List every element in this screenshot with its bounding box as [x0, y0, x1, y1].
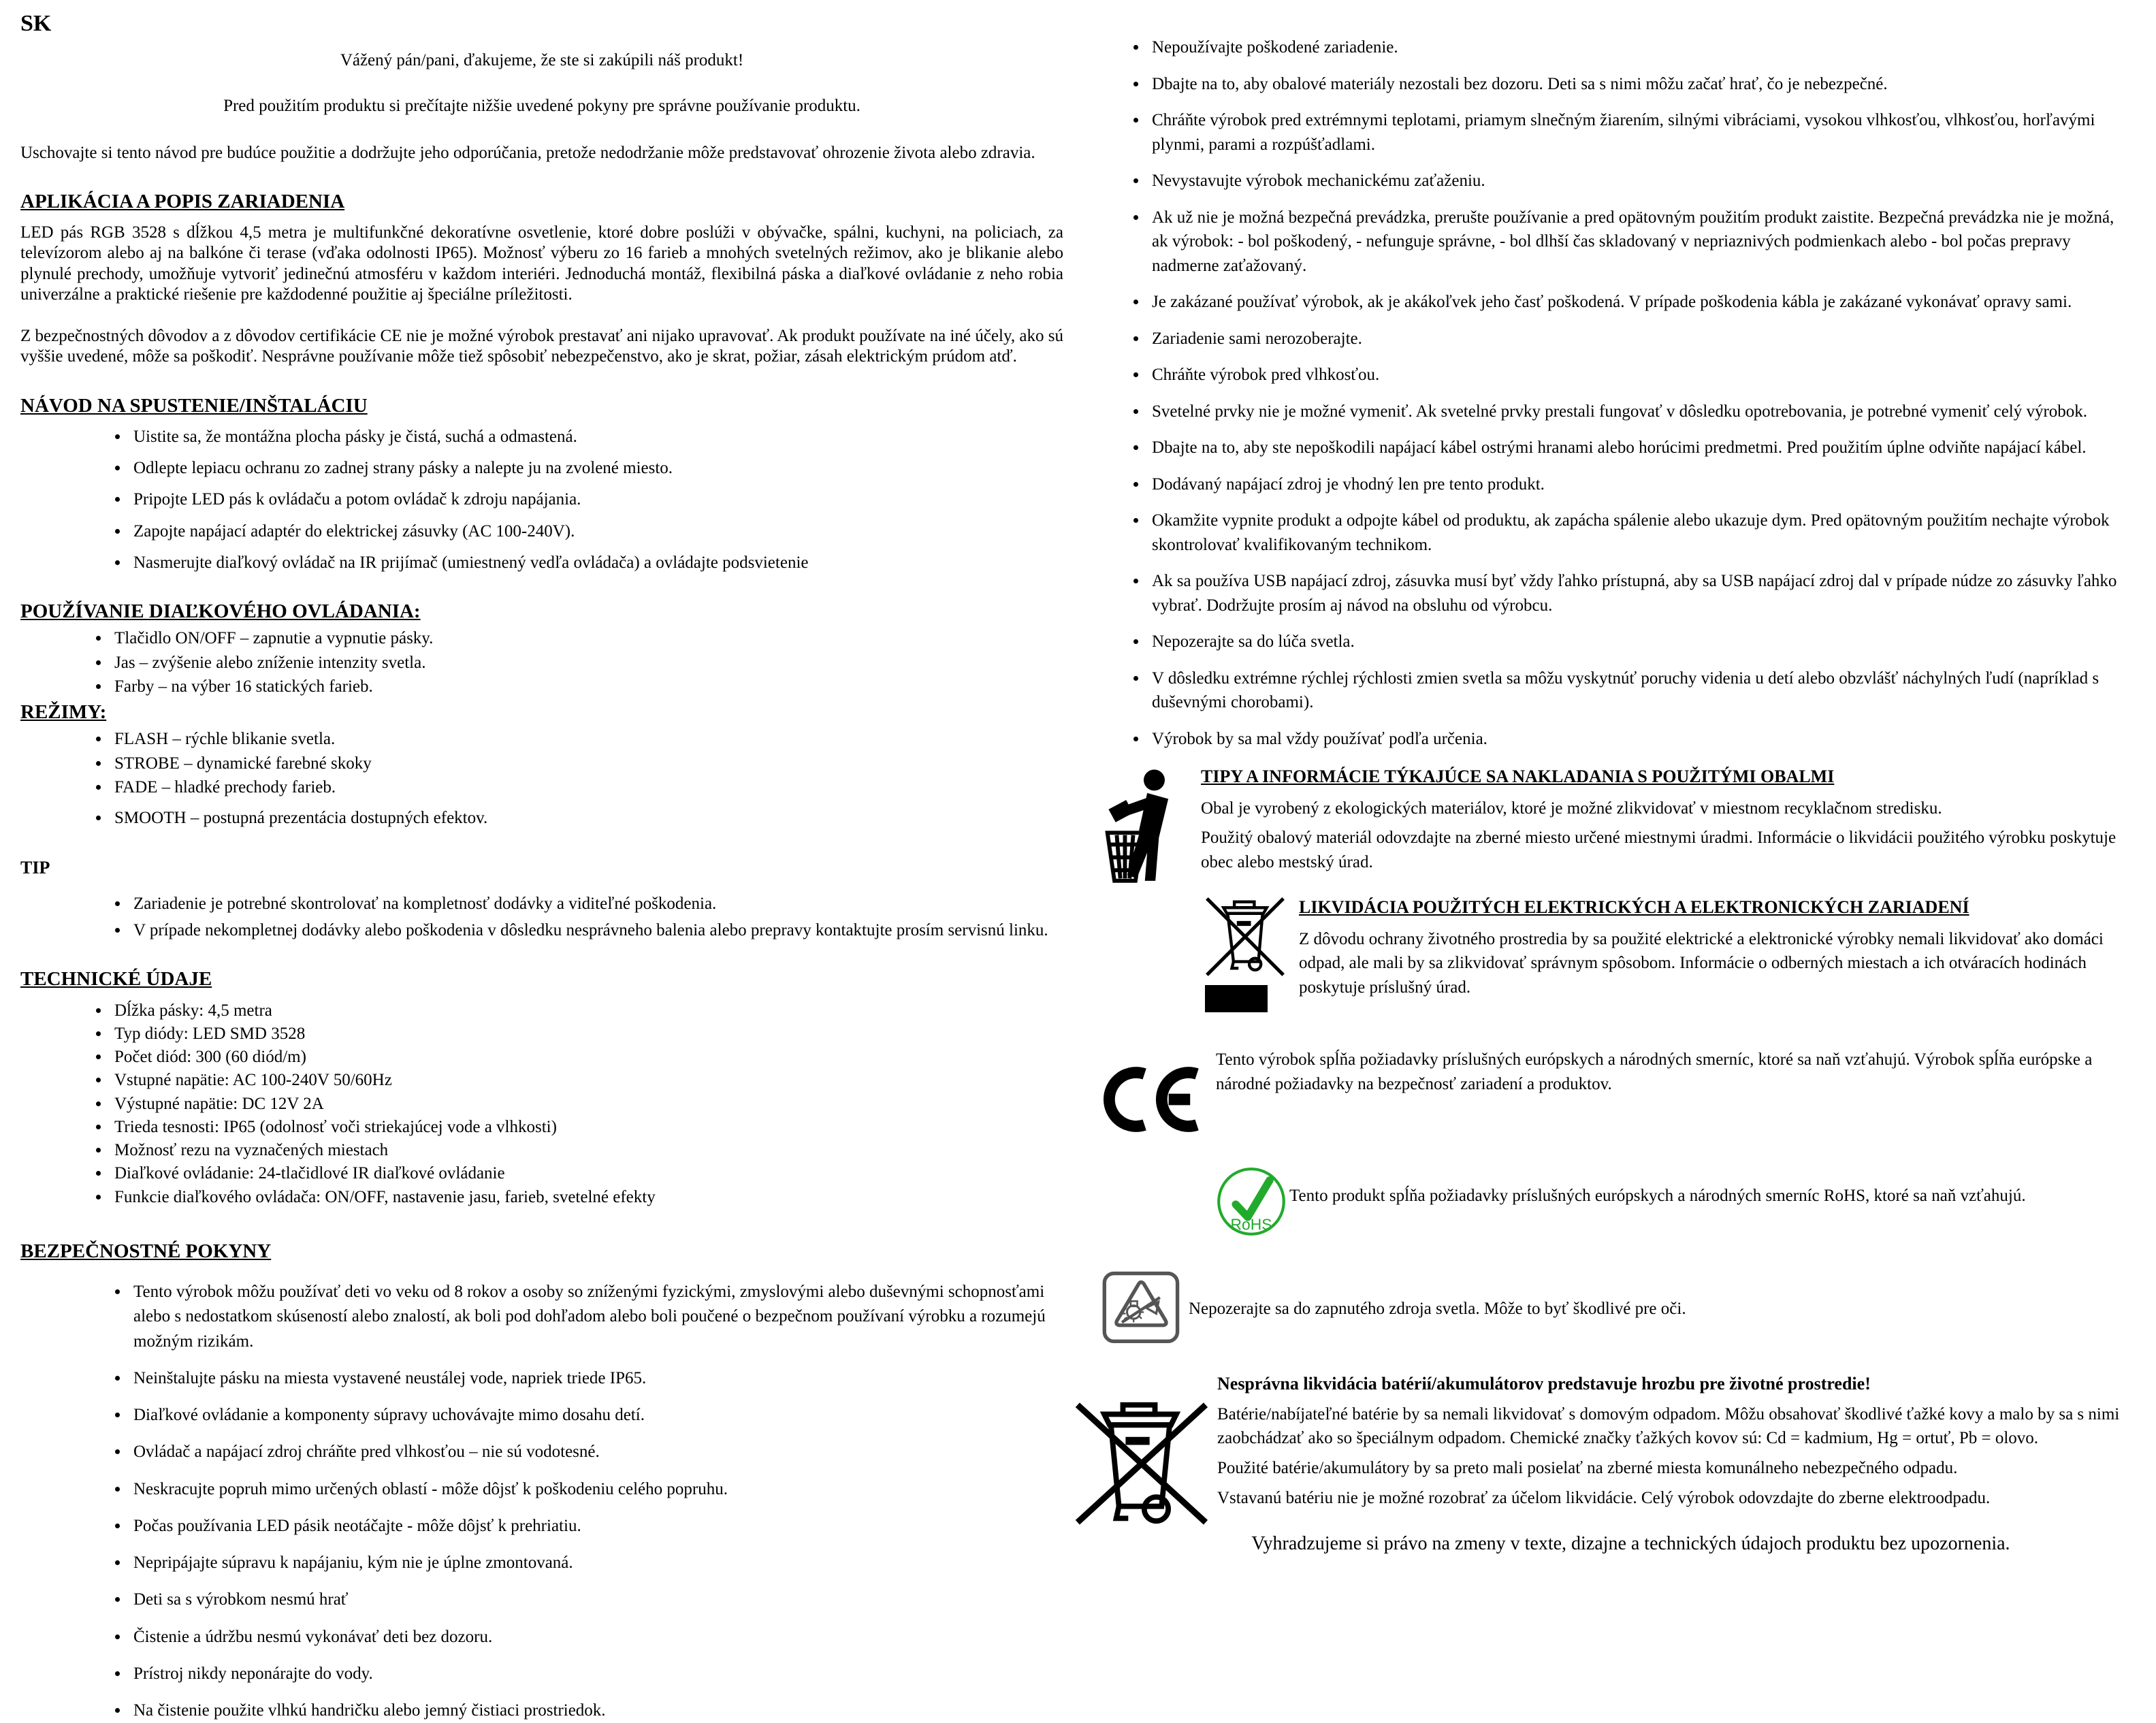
- list-item: • Zariadenie je potrebné skontrolovať na kompletnosť dodávky a viditeľné poškodenia.: [129, 893, 1063, 914]
- ce-mark-icon: [1101, 1064, 1202, 1135]
- list-item: • STROBE – dynamické farebné skoky: [110, 753, 1063, 774]
- application-para1: LED pás RGB 3528 s dĺžkou 4,5 metra je multifunkčné dekoratívne osvetlenie, ktoré dobre poslúži v obývačke, spálni, kuchyni, na policiach, za televízorom alebo aj na balkóne či terase (vďaka odolnosti IP65). Možnosť výberu zo 16 farieb a mnohých svetelných režimov, ako je blikanie alebo plynulé prechody, umožňuje vytvoriť jedinečnú atmosféru v každom interiéri. Jednoduchá montáž, flexibilná páska a diaľkové ovládanie z neho robia univerzálne a praktické riešenie pre každodenné použitie aj špeciálne príležitosti.: [20, 223, 1063, 304]
- tech-list: [20, 1000, 1063, 1208]
- list-item: • Neinštalujte pásku na miesta vystavené neustálej vode, napriek triede IP65.: [129, 1366, 1063, 1391]
- list-item: • Diaľkové ovládanie: 24-tlačidlové IR diaľkové ovládanie: [110, 1163, 1063, 1184]
- light-warning-text: Nepozerajte sa do zapnutého zdroja svetla. Môže to byť škodlivé pre oči.: [1189, 1300, 1686, 1318]
- list-item: • Dbajte na to, aby obalové materiály nezostali bez dozoru. Deti sa s nimi môžu začať hrať, čo je nebezpečné.: [1148, 72, 2133, 97]
- list-item: • Na čistenie použite vlhkú handričku alebo jemný čistiaci prostriedok.: [129, 1698, 1063, 1723]
- intro-read: Pred použitím produktu si prečítajte nižšie uvedené pokyny pre správne používanie produktu.: [223, 96, 860, 115]
- list-item: • Zapojte napájací adaptér do elektrickej zásuvky (AC 100-240V).: [129, 521, 1063, 542]
- battery-paragraphs: [1217, 1402, 2133, 1516]
- list-item: • Nasmerujte diaľkový ovládač na IR prijímač (umiestnený vedľa ovládača) a ovládajte podsvietenie: [129, 552, 1063, 573]
- packaging-paragraphs: [1201, 796, 2133, 875]
- language-code: SK: [20, 11, 52, 36]
- list-item: • Nepripájajte súpravu k napájaniu, kým nie je úplne zmontovaná.: [129, 1551, 1063, 1575]
- list-item: • Výstupné napätie: DC 12V 2A: [110, 1093, 1063, 1114]
- list-item: • FADE – hladké prechody farieb.: [110, 777, 1063, 798]
- list-item: • V prípade nekompletnej dodávky alebo poškodenia v dôsledku nesprávneho balenia alebo prepravy kontaktujte prosím servisnú linku.: [129, 920, 1063, 941]
- list-item: • Dĺžka pásky: 4,5 metra: [110, 1000, 1063, 1021]
- list-item: • Trieda tesnosti: IP65 (odolnosť voči striekajúcej vode a vlhkosti): [110, 1116, 1063, 1138]
- list-item: • Deti sa s výrobkom nesmú hrať: [129, 1588, 1063, 1612]
- list-item: • Neskracujte popruh mimo určených oblastí - môže dôjsť k poškodeniu celého popruhu.: [129, 1477, 1063, 1502]
- list-item: Použité batérie/akumulátory by sa preto mali posielať na zberné miesta komunálneho nebezpečného odpadu.: [1217, 1458, 1958, 1477]
- list-item: • Počas používania LED pásik neotáčajte - môže dôjsť k prehriatiu.: [129, 1514, 1063, 1539]
- list-item: Batérie/nabíjateľné batérie by sa nemali likvidovať s domovým odpadom. Môžu obsahovať škodlivé ťažké kovy a malo by sa s nimi zaobchádzať ako so špeciálnym odpadom. Chemické značky ťažkých kovov sú: Cd = kadmium, Hg = ortuť, Pb = olovo.: [1217, 1404, 2120, 1447]
- list-item: • Čistenie a údržbu nesmú vykonávať deti bez dozoru.: [129, 1625, 1063, 1649]
- list-item: • Chráňte výrobok pred vlhkosťou.: [1148, 363, 2133, 387]
- list-item: • Prístroj nikdy neponárajte do vody.: [129, 1662, 1063, 1686]
- list-item: • Ovládač a napájací zdroj chráňte pred vlhkosťou – nie sú vodotesné.: [129, 1440, 1063, 1464]
- list-item: • Farby – na výber 16 statických farieb.: [110, 676, 1063, 697]
- list-item: • Dbajte na to, aby ste nepoškodili napájací kábel ostrými hranami alebo horúcimi predmetmi. Pred použitím úplne odviňte napájací kábel.: [1148, 436, 2133, 460]
- weee-section: [1101, 895, 2133, 1012]
- list-item: • Okamžite vypnite produkt a odpojte kábel od produktu, ak zapácha spálenie alebo ukazuje dym. Pred opätovným použitím nechajte výrobok skontrolovať kvalifikovaným technikom.: [1148, 509, 2133, 557]
- rohs-section: [1101, 1165, 2133, 1238]
- list-item: • Tlačidlo ON/OFF – zapnutie a vypnutie pásky.: [110, 628, 1063, 649]
- change-rights-note: Vyhradzujeme si právo na zmeny v texte, dizajne a technických údajoch produktu bez upozornenia.: [1251, 1532, 2010, 1554]
- list-item: • FLASH – rýchle blikanie svetla.: [110, 728, 1063, 750]
- rohs-icon: [1216, 1165, 1287, 1238]
- heading-tech: TECHNICKÉ ÚDAJE: [20, 968, 212, 991]
- list-item: • Nepoužívajte poškodené zariadenie.: [1148, 35, 2133, 60]
- list-item: • Zariadenie sami nerozoberajte.: [1148, 327, 2133, 351]
- tip-list: [20, 893, 1063, 941]
- list-item: • Nepozerajte sa do lúča svetla.: [1148, 630, 2133, 654]
- list-item: • Vstupné napätie: AC 100-240V 50/60Hz: [110, 1069, 1063, 1091]
- battery-crossed-bin-icon: [1058, 1397, 1220, 1530]
- left-column: [20, 10, 1063, 1720]
- heading-remote: POUŽÍVANIE DIAĽKOVÉHO OVLÁDANIA:: [20, 600, 421, 622]
- list-item: • Počet diód: 300 (60 diód/m): [110, 1046, 1063, 1067]
- modes-list: [20, 728, 1063, 828]
- rohs-text: Tento produkt spĺňa požiadavky príslušných európskych a národných smerníc RoHS, ktoré sa naň vzťahujú.: [1289, 1187, 2026, 1205]
- heading-modes: REŽIMY:: [20, 701, 107, 723]
- list-item: • Tento výrobok môžu používať deti vo veku od 8 rokov a osoby so zníženými fyzickými, zmyslovými alebo duševnými schopnosťami alebo s nedostatkom skúseností alebo znalostí, ak boli pod dohľadom alebo boli poučené o bezpečnom používaní výrobku a rozumejú možným rizikám.: [129, 1280, 1063, 1354]
- list-item: • Uistite sa, že montážna plocha pásky je čistá, suchá a odmastená.: [129, 426, 1063, 447]
- list-item: • SMOOTH – postupná prezentácia dostupných efektov.: [110, 807, 1063, 828]
- list-item: • Ak už nie je možná bezpečná prevádzka, prerušte používanie a pred opätovným použitím produkt zaistite. Bezpečná prevádzka nie je možná, ak výrobok: - bol poškodený, - nefunguje správne, - bol dlhší čas skladovaný v nepriaznivých podmienkach alebo - bol počas prepravy nadmerne zaťažovaný.: [1148, 206, 2133, 278]
- heading-application: APLIKÁCIA A POPIS ZARIADENIA: [20, 191, 345, 213]
- weee-black-bar: [1205, 985, 1268, 1012]
- intro-keep: Uschovajte si tento návod pre budúce použitie a dodržujte jeho odporúčania, pretože nedodržanie môže predstavovať ohrozenie života alebo zdravia.: [20, 144, 1035, 162]
- list-item: • Dodávaný napájací zdroj je vhodný len pre tento produkt.: [1148, 472, 2133, 497]
- list-item: • Ak sa používa USB napájací zdroj, zásuvka musí byť vždy ľahko prístupná, aby sa USB napájací zdroj dal v prípade núdze zo zásuvky ľahko vybrať. Dodržujte prosím aj návod na obsluhu od výrobcu.: [1148, 569, 2133, 617]
- list-item: • Odlepte lepiacu ochranu zo zadnej strany pásky a nalepte ju na zvolené miesto.: [129, 457, 1063, 479]
- battery-heading: Nesprávna likvidácia batérií/akumulátorov predstavuje hrozbu pre životné prostredie!: [1217, 1374, 1871, 1394]
- list-item: • Jas – zvýšenie alebo zníženie intenzity svetla.: [110, 652, 1063, 673]
- weee-text: Z dôvodu ochrany životného prostredia by sa použité elektrické a elektronické výrobky nemali likvidovať ako domáci odpad, ale mali by sa zlikvidovať správnym spôsobom. Informácie o odberných miestach a ich otváracích hodinách poskytuje príslušný úrad.: [1299, 929, 2104, 997]
- packaging-section: [1101, 764, 2133, 884]
- list-item: Použitý obalový materiál odovzdajte na zberné miesto určené miestnymi úradmi. Informácie o likvidácii použitého výrobku poskytuje obec alebo mestský úrad.: [1201, 828, 2117, 871]
- list-item: • Funkcie diaľkového ovládača: ON/OFF, nastavenie jasu, farieb, svetelné efekty: [110, 1187, 1063, 1208]
- list-item: • Chráňte výrobok pred extrémnymi teplotami, priamym slnečným žiarením, silnými vibráciami, vysokou vlhkosťou, vlhkosťou, horľavými plynmi, parami a rozpúšťadlami.: [1148, 108, 2133, 157]
- list-item: • Pripojte LED pás k ovládaču a potom ovládač k zdroju napájania.: [129, 489, 1063, 510]
- safety-list-continued: [1101, 35, 2133, 751]
- battery-section: [1101, 1373, 2133, 1530]
- list-item: • Nevystavujte výrobok mechanickému zaťaženiu.: [1148, 169, 2133, 193]
- do-not-look-at-light-icon: [1101, 1270, 1183, 1346]
- intro-thanks: Vážený pán/pani, ďakujeme, že ste si zakúpili náš produkt!: [340, 50, 744, 69]
- heading-weee: LIKVIDÁCIA POUŽITÝCH ELEKTRICKÝCH A ELEKTRONICKÝCH ZARIADENÍ: [1299, 897, 1969, 917]
- svg-text:RoHS: RoHS: [1230, 1215, 1272, 1234]
- list-item: • Svetelné prvky nie je možné vymeniť. Ak svetelné prvky prestali fungovať v dôsledku opotrebovania, je potrebné vymeniť celý výrobok.: [1148, 400, 2133, 424]
- list-item: • Diaľkové ovládanie a komponenty súpravy uchovávajte mimo dosahu detí.: [129, 1403, 1063, 1428]
- right-column: [1101, 10, 2133, 1554]
- list-item: • Výrobok by sa mal vždy používať podľa určenia.: [1148, 727, 2133, 752]
- safety-list: [20, 1280, 1063, 1723]
- ce-section: [1101, 1048, 2133, 1135]
- list-item: • V dôsledku extrémne rýchlej rýchlosti zmien svetla sa môžu vyskytnúť poruchy videnia u detí alebo obzvlášť náchylných ľudí (napríklad s duševnými chorobami).: [1148, 666, 2133, 715]
- tidy-man-icon: [1101, 767, 1189, 884]
- ce-text: Tento výrobok spĺňa požiadavky príslušných európskych a národných smerníc, ktoré sa naň vzťahujú. Výrobok spĺňa európske a národné požiadavky na bezpečnosť zariadení a produktov.: [1216, 1050, 2093, 1093]
- heading-packaging: TIPY A INFORMÁCIE TÝKAJÚCE SA NAKLADANIA S POUŽITÝMI OBALMI: [1201, 767, 1835, 786]
- install-list: [20, 426, 1063, 573]
- light-warning-section: [1101, 1270, 2133, 1346]
- list-item: Vstavanú batériu nie je možné rozobrať za účelom likvidácie. Celý výrobok odovzdajte do zberne elektroodpadu.: [1217, 1488, 1991, 1507]
- list-item: Obal je vyrobený z ekologických materiálov, ktoré je možné zlikvidovať v miestnom recyklačnom stredisku.: [1201, 799, 1942, 818]
- heading-tip: TIP: [20, 858, 50, 878]
- remote-list: [20, 628, 1063, 697]
- list-item: • Je zakázané používať výrobok, ak je akákoľvek jeho časť poškodená. V prípade poškodenia kábla je zakázané vykonávať opravy sami.: [1148, 290, 2133, 315]
- weee-crossed-bin-icon: [1204, 895, 1287, 978]
- heading-safety: BEZPEČNOSTNÉ POKYNY: [20, 1240, 272, 1262]
- list-item: • Typ diódy: LED SMD 3528: [110, 1023, 1063, 1044]
- list-item: • Možnosť rezu na vyznačených miestach: [110, 1140, 1063, 1161]
- application-para2: Z bezpečnostných dôvodov a z dôvodov certifikácie CE nie je možné výrobok prestavať ani nijako upravovať. Ak produkt používate na iné účely, ako sú vyššie uvedené, môže sa poškodiť. Nesprávne používanie môže tiež spôsobiť nebezpečenstvo, ako je skrat, požiar, zásah elektrickým prúdom atď.: [20, 326, 1063, 366]
- heading-install: NÁVOD NA SPUSTENIE/INŠTALÁCIU: [20, 394, 368, 417]
